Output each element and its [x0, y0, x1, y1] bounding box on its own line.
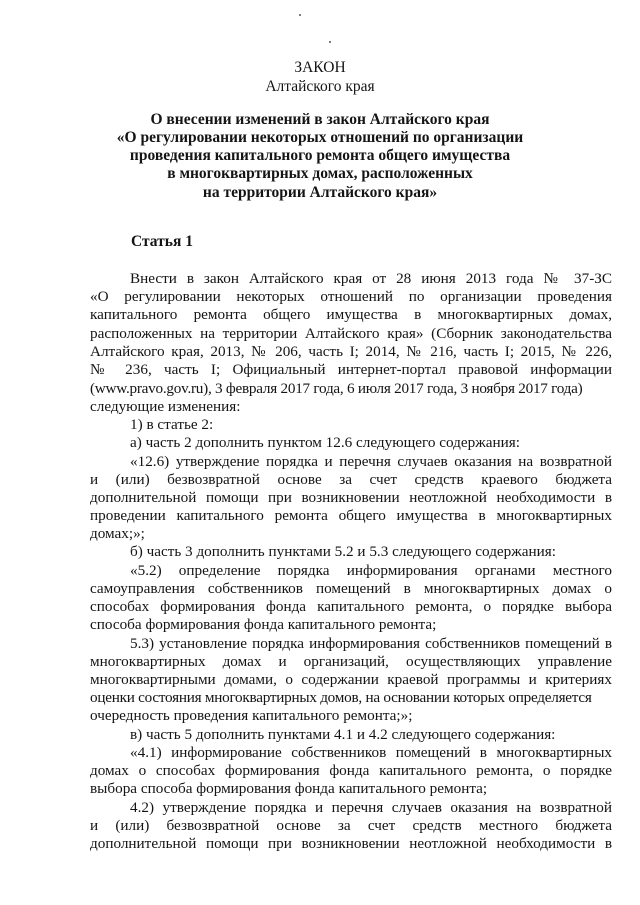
- body-line: 4.2) утверждение порядка и перечня случаев оказания на возвратной: [130, 799, 612, 816]
- law-title: ЗАКОН: [294, 59, 346, 76]
- body-line: № 236, часть I; Официальный интернет-портал правовой информации: [90, 361, 612, 378]
- subtitle-line: на территории Алтайского края»: [202, 184, 438, 201]
- body-line: дополнительной помощи при возникновении неотложной необходимости в: [90, 835, 612, 852]
- body-line: «4.1) информирование собственников помещений в многоквартирных: [130, 744, 612, 761]
- body-line: капитального ремонта общего имущества в многоквартирных домах,: [90, 306, 612, 323]
- law-region: Алтайского края: [265, 78, 375, 95]
- body-line: а) часть 2 дополнить пунктом 12.6 следующего содержания:: [130, 434, 520, 451]
- body-line: способах формирования фонда капитального ремонта, о порядке выбора: [90, 598, 612, 615]
- body-line: 1) в статье 2:: [130, 416, 214, 433]
- body-line: «5.2) определение порядка информирования органами местного: [130, 562, 612, 579]
- article-heading: Статья 1: [131, 233, 193, 250]
- subtitle-line: О внесении изменений в закон Алтайского края: [150, 111, 490, 128]
- body-line: многоквартирными домами, о содержании краевой программы и критериях: [90, 671, 612, 688]
- body-line: «12.6) утверждение порядка и перечня случаев оказания на возвратной: [130, 453, 612, 470]
- body-line: очередность проведения капитального ремонта;»;: [90, 707, 413, 724]
- body-line: 5.3) установление порядка информирования собственников помещений в: [130, 635, 612, 652]
- scan-speck: [329, 41, 331, 43]
- body-line: Алтайского края, 2013, № 206, часть I; 2014, № 216, часть I; 2015, № 226,: [90, 343, 612, 360]
- body-line: домах;»;: [90, 525, 145, 542]
- body-line: расположенных на территории Алтайского края» (Сборник законодательства: [90, 325, 612, 342]
- subtitle-line: в многоквартирных домах, расположенных: [167, 165, 473, 182]
- body-line: б) часть 3 дополнить пунктами 5.2 и 5.3 следующего содержания:: [130, 543, 556, 560]
- body-line: способа формирования фонда капитального ремонта;: [90, 616, 437, 633]
- body-line: оценки состояния многоквартирных домов, на основании которых определяется: [90, 689, 592, 706]
- body-line: (www.pravo.gov.ru), 3 февраля 2017 года, 6 июля 2017 года, 3 ноября 2017 года): [90, 380, 583, 397]
- body-line: Внести в закон Алтайского края от 28 июня 2013 года № 37-ЗС: [130, 270, 612, 287]
- body-line: многоквартирных домах и организаций, осуществляющих управление: [90, 653, 612, 670]
- body-line: «О регулировании некоторых отношений по организации проведения: [90, 288, 612, 305]
- body-line: самоуправления собственников помещений в многоквартирных домах о: [90, 580, 612, 597]
- subtitle-line: проведения капитального ремонта общего имущества: [129, 147, 511, 164]
- body-line: следующие изменения:: [90, 398, 241, 415]
- body-line: проведении капитального ремонта общего имущества в многоквартирных: [90, 507, 612, 524]
- body-line: и (или) безвозвратной основе за счет средств краевого бюджета: [90, 471, 612, 488]
- body-line: в) часть 5 дополнить пунктами 4.1 и 4.2 следующего содержания:: [130, 726, 556, 743]
- body-line: домах о способах формирования фонда капитального ремонта, о порядке: [90, 762, 612, 779]
- body-line: выбора способа формирования фонда капитального ремонта;: [90, 780, 488, 797]
- scan-speck: [299, 14, 301, 16]
- body-line: дополнительной помощи при возникновении неотложной необходимости в: [90, 489, 612, 506]
- body-line: и (или) безвозвратной основе за счет средств местного бюджета: [90, 817, 612, 834]
- subtitle-line: «О регулировании некоторых отношений по организации: [116, 129, 524, 146]
